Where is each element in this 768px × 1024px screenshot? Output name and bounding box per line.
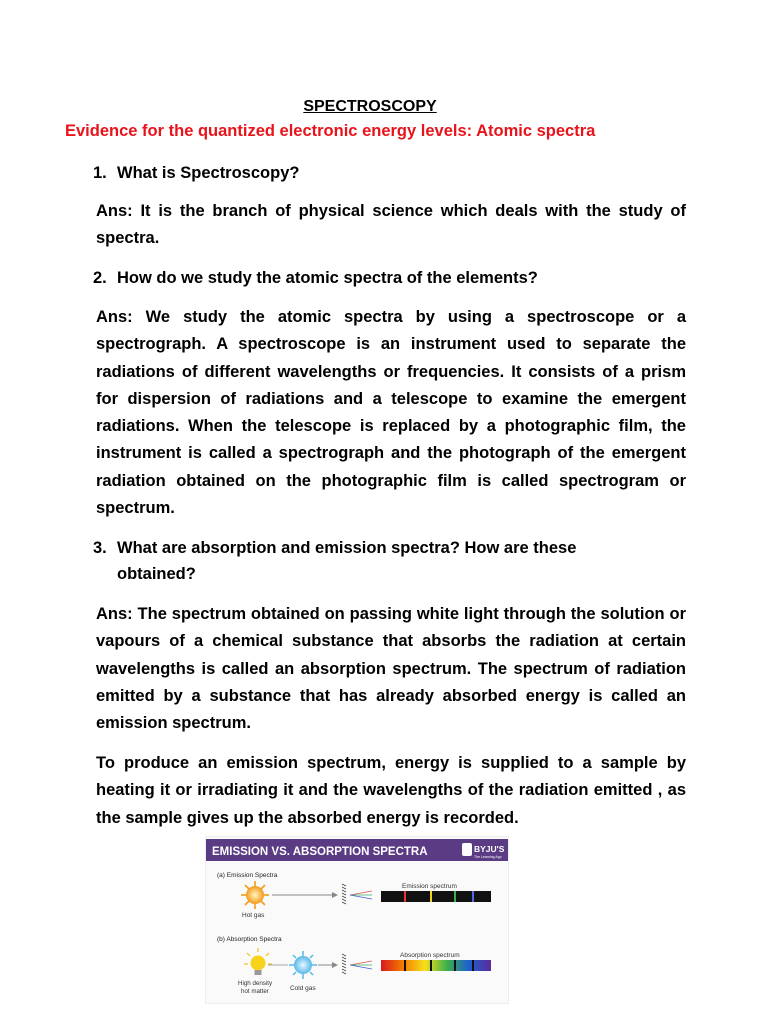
question-number: 1.: [93, 164, 107, 182]
answer-3: Ans: The spectrum obtained on passing white light through the solution or vapours of a chemical substance that absorbs the radiation at certain wavelengths is called an absorption spectrum. The spectrum of radiation emitted by a substance that has already absorbed energy is called an emission spectrum.: [96, 605, 686, 733]
cold-gas-label: Cold gas: [290, 985, 316, 992]
figure-banner-title: EMISSION VS. ABSORPTION SPECTRA: [212, 846, 428, 858]
question-3: [93, 535, 693, 587]
dispersed-rays: [350, 891, 372, 899]
question-text: What are absorption and emission spectra? How are these: [117, 539, 577, 557]
emission-spectrum-label: Emission spectrum: [402, 883, 457, 890]
answer-3-paragraph-2: To produce an emission spectrum, energy is supplied to a sample by heating it or irradiating it and the wavelengths of the radiation emitted , as the sample gives up the absorbed energy is recorded.: [96, 754, 686, 827]
emission-heading: (a) Emission Spectra: [217, 872, 278, 879]
document-subtitle: Evidence for the quantized electronic energy levels: Atomic spectra: [65, 122, 596, 140]
prism-grating-icon: [342, 884, 346, 904]
question-text: What is Spectroscopy?: [117, 164, 300, 182]
byjus-logo-text: BYJU'S: [474, 844, 505, 854]
emission-spectrum-bar: [381, 891, 491, 902]
answer-2: Ans: We study the atomic spectra by using a spectroscope or a spectrograph. A spectroscope is an instrument used to separate the radiations of different wavelengths or frequencies. It consists of a prism for dispersion of radiations and a telescope to examine the emergent radiations. When the telescope is replaced by a photographic film, the instrument is called a spectrograph and the photograph of the emergent radiation obtained on the photographic film is called spectrogram or spectrum.: [96, 308, 686, 518]
byjus-logo-subtext: The Learning App: [474, 855, 502, 859]
arrow-right-icon: [272, 892, 338, 898]
absorption-spectrum-label: Absorption spectrum: [400, 952, 460, 959]
question-text-continued: obtained?: [117, 565, 196, 583]
hot-gas-label: Hot gas: [242, 912, 265, 919]
prism-grating-icon: [342, 954, 346, 974]
byjus-logo-icon: [462, 843, 472, 856]
absorption-spectrum-bar: [381, 960, 491, 971]
dispersed-rays: [350, 961, 372, 969]
document-title: SPECTROSCOPY: [303, 98, 437, 115]
answer-1: Ans: It is the branch of physical science which deals with the study of spectra.: [96, 202, 686, 248]
arrow-right-icon: [318, 962, 338, 968]
cold-gas-icon: [289, 951, 317, 979]
absorption-heading: (b) Absorption Spectra: [217, 936, 282, 943]
sun-icon: [241, 881, 269, 909]
question-2: [93, 265, 693, 291]
spectra-figure: [205, 836, 509, 1004]
question-1: [93, 160, 693, 186]
question-text: How do we study the atomic spectra of the elements?: [117, 269, 538, 287]
high-density-label: High density: [238, 980, 273, 987]
hot-matter-label: hot matter: [241, 988, 269, 995]
question-number: 3.: [93, 539, 107, 557]
light-bulb-icon: [244, 948, 272, 975]
question-number: 2.: [93, 269, 107, 287]
